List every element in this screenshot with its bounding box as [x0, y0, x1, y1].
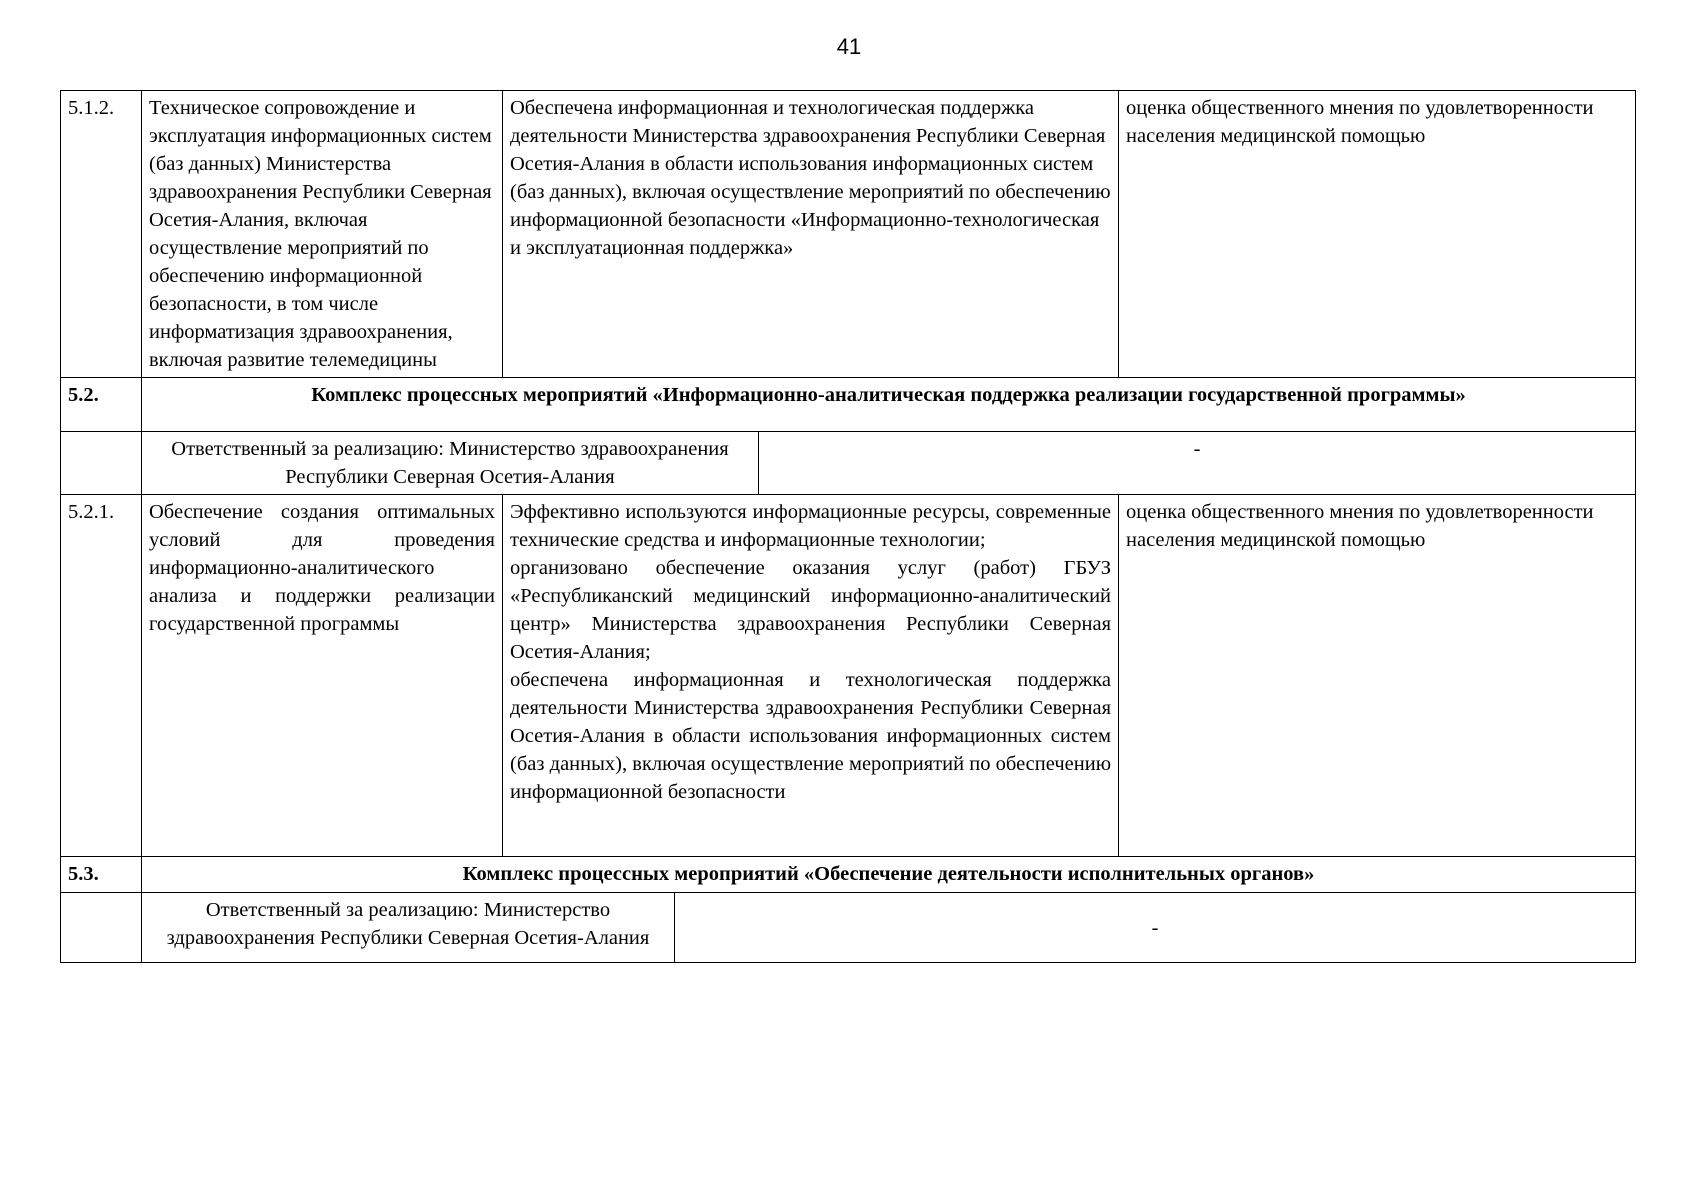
result-item: Эффективно используются информационные ресурсы, современные технические средства и информационные технологии;	[510, 501, 1112, 551]
event-name: Обеспечение создания оптимальных условий для проведения информационно-аналитического анализа и поддержки реализации государственной программы	[142, 495, 503, 857]
row-number: 5.2.1.	[61, 495, 142, 857]
program-table	[60, 90, 1636, 963]
result-item: организовано обеспечение оказания услуг (работ) ГБУЗ «Республиканский медицинский информационно-аналитический центр» Министерства здравоохранения Республики Северная Осетия-Алания;	[510, 557, 1112, 663]
result-item: обеспечена информационная и технологическая поддержка деятельности Министерства здравоохранения Республики Северная Осетия-Алания в области использования информационных систем (баз данных), включая осуществление мероприятий по обеспечению информационной безопасности	[510, 669, 1112, 803]
page-number: 41	[836, 34, 862, 59]
indicator-link: оценка общественного мнения по удовлетворенности населения медицинской помощью	[1119, 91, 1636, 378]
table-row-5-2-1	[61, 495, 1636, 857]
expected-result	[503, 495, 1119, 857]
responsible-row-5-2	[61, 432, 1636, 495]
period-value: -	[675, 893, 1636, 963]
table-row-5-1-2	[61, 91, 1636, 378]
empty-cell	[61, 432, 142, 495]
indicator-link: оценка общественного мнения по удовлетворенности населения медицинской помощью	[1119, 495, 1636, 857]
responsible-row-5-3	[61, 893, 1636, 963]
responsible-text: Ответственный за реализацию: Министерство здравоохранения Республики Северная Осетия-Алания	[142, 432, 759, 495]
empty-cell	[61, 893, 142, 963]
event-name: Техническое сопровождение и эксплуатация информационных систем (баз данных) Министерства здравоохранения Республики Северная Осетия-Алания, включая осуществление мероприятий по обеспечению информационной безопасности, в том числе информатизация здравоохранения, включая развитие телемедицины	[142, 91, 503, 378]
section-row-5-2	[61, 378, 1636, 432]
row-number: 5.1.2.	[61, 91, 142, 378]
section-number: 5.2.	[61, 378, 142, 432]
section-number: 5.3.	[61, 857, 142, 893]
responsible-text: Ответственный за реализацию: Министерство здравоохранения Республики Северная Осетия-Алания	[142, 893, 675, 963]
expected-result: Обеспечена информационная и технологическая поддержка деятельности Министерства здравоохранения Республики Северная Осетия-Алания в области использования информационных систем (баз данных), включая осуществление мероприятий по обеспечению информационной безопасности «Информационно-технологическая и эксплуатационная поддержка»	[503, 91, 1119, 378]
period-value: -	[759, 432, 1636, 495]
section-title: Комплекс процессных мероприятий «Информационно-аналитическая поддержка реализации государственной программы»	[142, 378, 1636, 432]
section-title: Комплекс процессных мероприятий «Обеспечение деятельности исполнительных органов»	[142, 857, 1636, 893]
section-row-5-3	[61, 857, 1636, 893]
